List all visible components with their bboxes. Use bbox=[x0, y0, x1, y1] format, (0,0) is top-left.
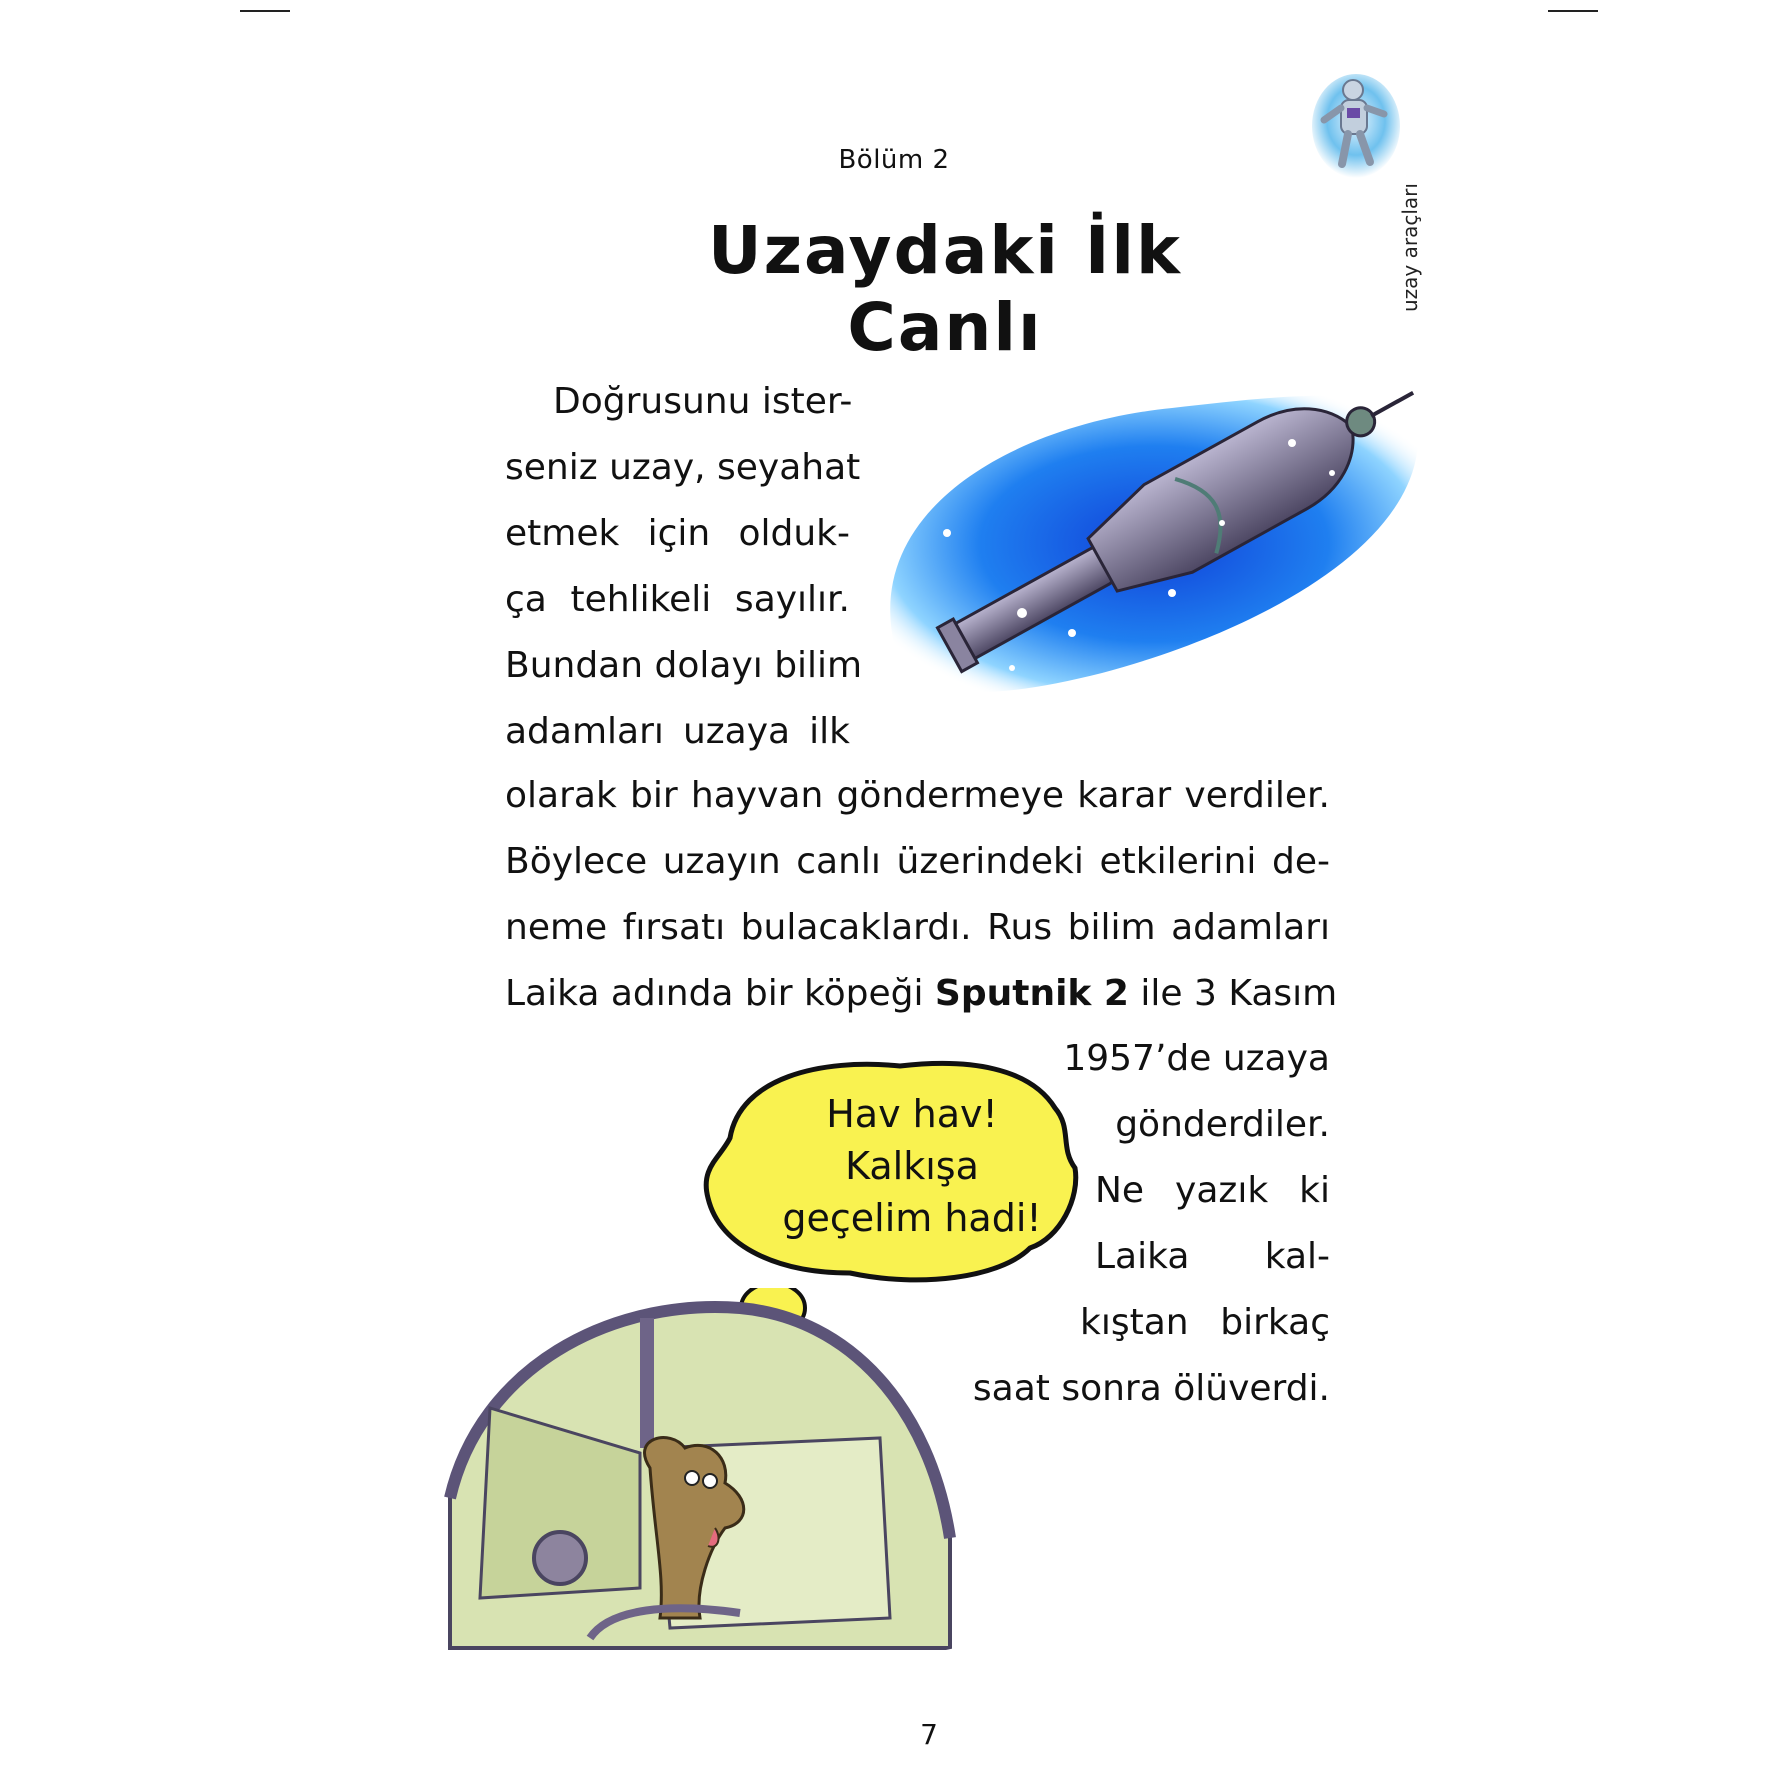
body-line: Ne yazık ki bbox=[1095, 1170, 1330, 1211]
page-number: 7 bbox=[920, 1718, 938, 1751]
body-line: Bundan dolayı bilim bbox=[505, 645, 863, 686]
body-line: etmek için olduk- bbox=[505, 513, 850, 554]
body-line: neme fırsatı bulacaklardı. Rus bilim adamları bbox=[505, 907, 1330, 948]
body-line: kıştan birkaç bbox=[1080, 1302, 1330, 1343]
rocket-illustration bbox=[872, 383, 1425, 713]
side-running-head: uzay araçları bbox=[1398, 183, 1422, 312]
body-line: saat sonra ölüverdi. bbox=[972, 1368, 1330, 1409]
body-line: ça tehlikeli sayılır. bbox=[505, 579, 850, 620]
bold-sputnik: Sputnik 2 bbox=[934, 973, 1129, 1014]
body-line: Doğrusunu ister- bbox=[553, 381, 853, 422]
body-line: seniz uzay, seyahat bbox=[505, 447, 861, 488]
body-full-block bbox=[505, 763, 1338, 1027]
body-line: olarak bir hayvan göndermeye karar verdiler. bbox=[505, 775, 1330, 816]
chapter-label: Bölüm 2 bbox=[838, 145, 950, 175]
astronaut-icon bbox=[1308, 68, 1408, 183]
body-line: gönderdiler. bbox=[1115, 1104, 1330, 1145]
body-wrap-block bbox=[505, 369, 863, 765]
dog-capsule-illustration bbox=[410, 1288, 960, 1673]
body-line-sputnik: Laika adında bir köpeği Sputnik 2 ile 3 Kasım bbox=[505, 973, 1338, 1014]
body-line: adamları uzaya ilk bbox=[505, 711, 850, 752]
crop-mark-right bbox=[1548, 10, 1598, 12]
crop-mark-left bbox=[240, 10, 290, 12]
body-line: 1957’de uzaya bbox=[1063, 1038, 1330, 1079]
speech-bubble-text: Hav hav! Kalkışa geçelim hadi! bbox=[782, 1092, 1042, 1240]
body-line: Böylece uzayın canlı üzerindeki etkilerini de- bbox=[505, 841, 1330, 882]
chapter-title: Uzaydaki İlk Canlı bbox=[708, 212, 1182, 366]
body-line: Laika kal- bbox=[1095, 1236, 1330, 1277]
